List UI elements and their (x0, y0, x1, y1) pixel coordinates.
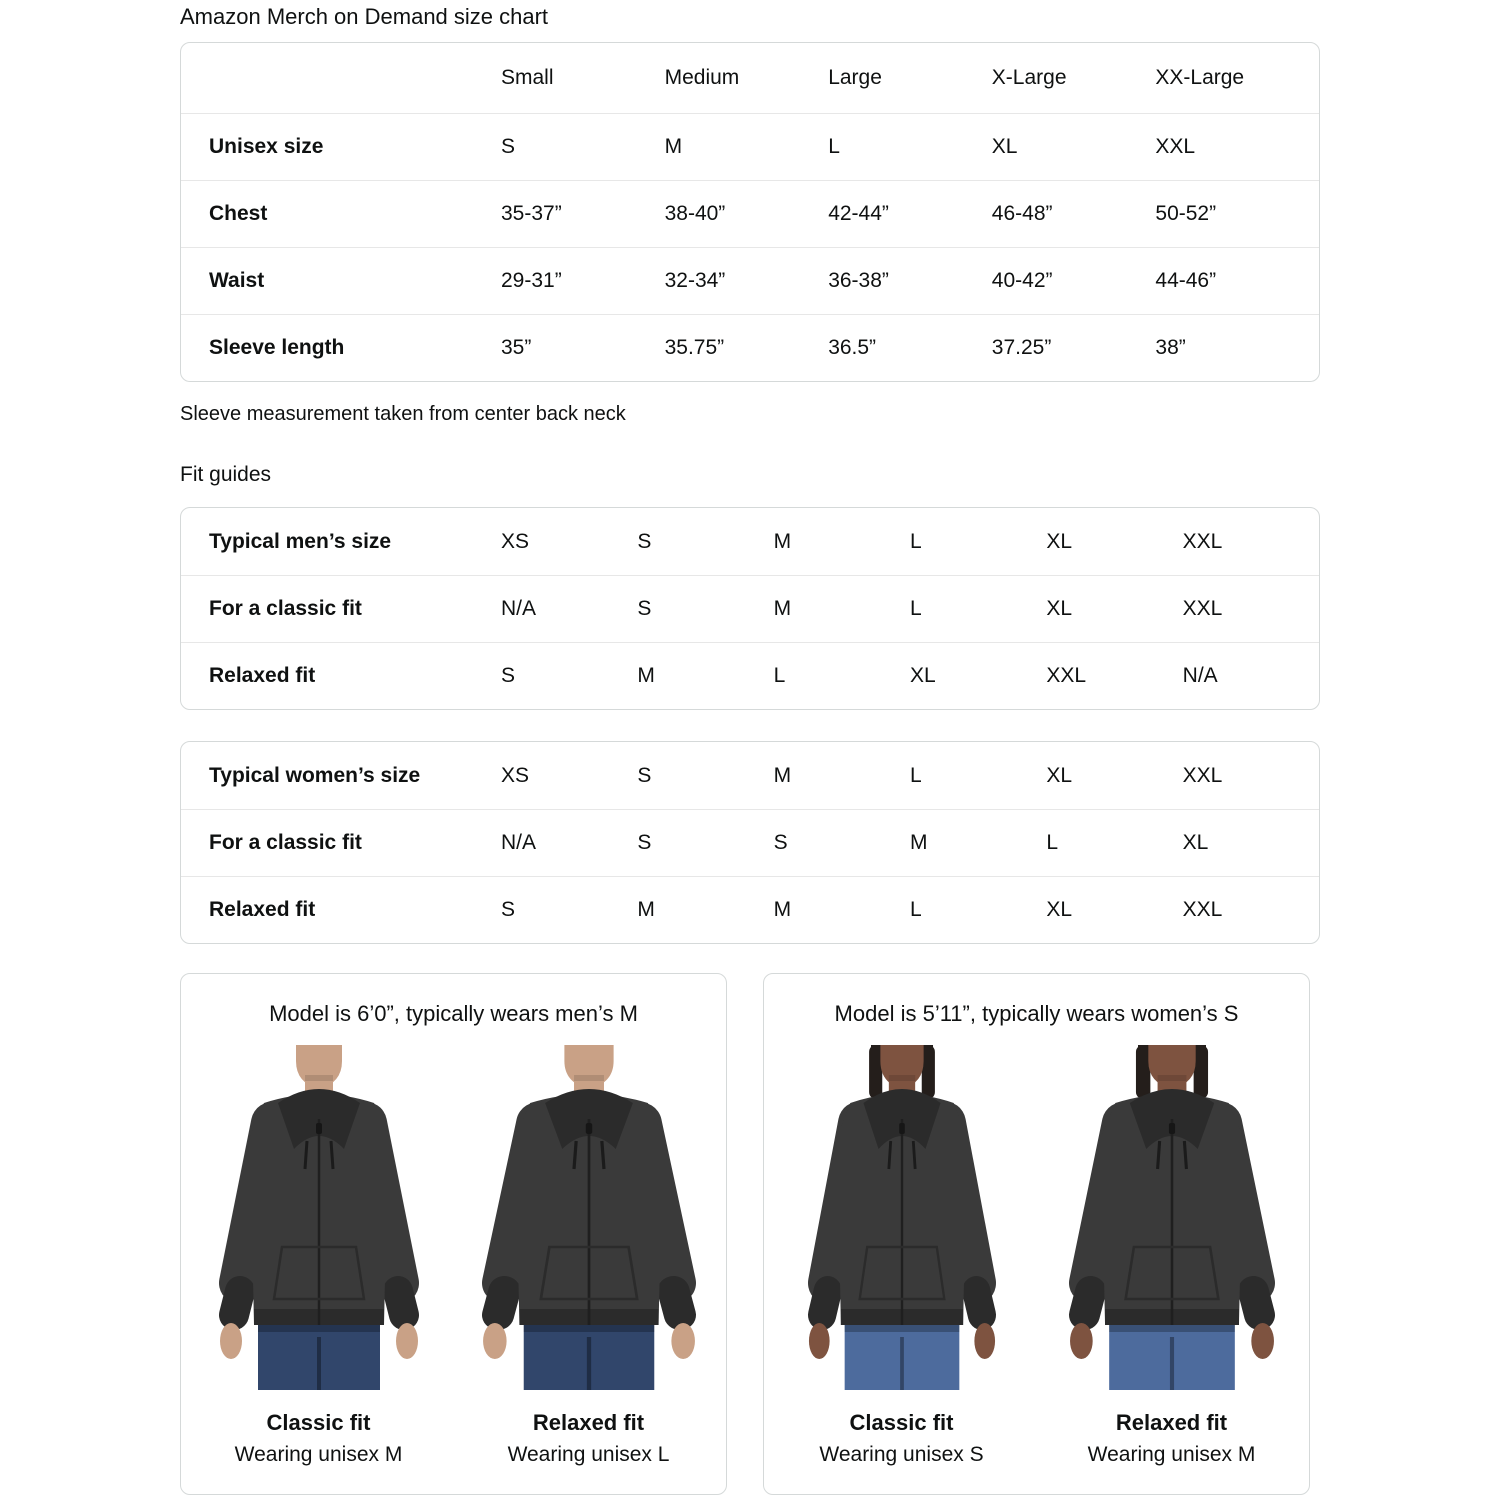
table-cell: M (664, 135, 683, 158)
table-cell: 44-46” (1155, 269, 1217, 292)
size-chart-table (180, 42, 1320, 382)
table-cell: L (909, 529, 922, 553)
model-photo-men-classic-fit (194, 1045, 444, 1390)
model-column-classic (194, 1045, 444, 1467)
row-label: For a classic fit (209, 831, 362, 854)
row-label: Typical women’s size (209, 763, 421, 787)
row-label: Sleeve length (209, 336, 345, 359)
table-cell: S (501, 664, 516, 687)
model-caption (194, 1410, 444, 1467)
table-cell: XXL (1155, 135, 1196, 158)
row-label: Unisex size (209, 135, 324, 158)
table-cell: XL (1182, 831, 1209, 854)
wearing-label: Wearing unisex S (819, 1443, 984, 1466)
table-row-relaxed-fit (181, 642, 1319, 709)
column-header-large: Large (828, 66, 882, 89)
table-cell: XXL (1182, 529, 1223, 553)
table-cell: XXL (1182, 763, 1223, 787)
table-cell: XL (1046, 763, 1073, 787)
column-header-x-large: X-Large (991, 66, 1067, 89)
hoodie-model-illustration (194, 1045, 444, 1390)
table-cell: XL (1046, 529, 1073, 553)
table-cell: XS (501, 529, 530, 553)
table-cell: L (909, 597, 922, 620)
column-header-xx-large: XX-Large (1155, 66, 1245, 89)
column-header-small: Small (501, 66, 554, 89)
table-cell: XL (991, 135, 1018, 158)
table-cell: N/A (501, 831, 537, 854)
table-cell: XXL (1182, 597, 1223, 620)
hoodie-model-illustration (464, 1045, 714, 1390)
column-header-medium: Medium (664, 66, 740, 89)
table-cell: S (501, 135, 516, 158)
fit-label: Relaxed fit (1115, 1410, 1228, 1435)
table-cell: 40-42” (991, 269, 1053, 292)
fit-guides-heading: Fit guides (180, 463, 272, 486)
table-cell: L (828, 135, 840, 158)
table-cell: M (773, 763, 792, 787)
fit-label: Relaxed fit (532, 1410, 645, 1435)
model-photo-women-classic-fit (777, 1045, 1027, 1390)
table-row-sleeve-length (181, 314, 1319, 381)
table-cell: S (637, 831, 652, 854)
table-cell: L (909, 763, 922, 787)
table-cell: L (909, 898, 922, 921)
table-cell: L (1046, 831, 1059, 854)
size-chart-page (180, 0, 1320, 1495)
model-photo-women-relaxed-fit (1047, 1045, 1297, 1390)
model-column-relaxed (464, 1045, 714, 1467)
model-cards (180, 973, 1320, 1495)
wearing-label: Wearing unisex M (234, 1443, 403, 1466)
table-cell: XXL (1046, 664, 1087, 687)
table-cell: 37.25” (991, 336, 1052, 359)
table-cell: M (637, 898, 655, 921)
model-caption (777, 1410, 1027, 1467)
table-cell: 38-40” (664, 202, 726, 225)
table-cell: S (773, 831, 788, 854)
table-cell: M (909, 831, 928, 854)
table-row-typical-mens-size (181, 508, 1319, 575)
table-cell: 42-44” (828, 202, 889, 225)
model-photos-row (181, 1045, 726, 1467)
table-row-chest (181, 180, 1319, 247)
row-label: Waist (209, 269, 265, 292)
table-cell: S (637, 529, 652, 553)
row-label: Relaxed fit (209, 664, 316, 687)
table-cell: XS (501, 763, 530, 787)
table-cell: N/A (1182, 664, 1218, 687)
table-cell: 36.5” (828, 336, 877, 359)
table-cell: M (773, 529, 792, 553)
table-cell: S (501, 898, 516, 921)
table-cell: 50-52” (1155, 202, 1217, 225)
table-row-unisex-size (181, 113, 1319, 180)
model-card-women (763, 973, 1310, 1495)
model-card-title: Model is 5’11”, typically wears women’s S (834, 1001, 1239, 1026)
table-row-classic-fit (181, 575, 1319, 642)
table-cell: M (773, 597, 792, 620)
table-cell: 46-48” (991, 202, 1053, 225)
row-label: Typical men’s size (209, 529, 392, 553)
model-photo-men-relaxed-fit (464, 1045, 714, 1390)
table-cell: S (637, 597, 652, 620)
table-row-waist (181, 247, 1319, 314)
table-cell: 35” (501, 336, 532, 359)
model-caption (464, 1410, 714, 1467)
table-cell: XL (1046, 597, 1073, 620)
table-cell: XXL (1182, 898, 1223, 921)
row-label: Chest (209, 202, 268, 225)
row-label: For a classic fit (209, 597, 362, 620)
table-cell: M (637, 664, 655, 687)
table-cell: XL (1046, 898, 1073, 921)
table-cell: 36-38” (828, 269, 889, 292)
fit-guide-women-table (180, 741, 1320, 944)
model-column-relaxed (1047, 1045, 1297, 1467)
page-title: Amazon Merch on Demand size chart (180, 4, 549, 29)
table-cell: N/A (501, 597, 537, 620)
table-cell: S (637, 763, 652, 787)
table-cell: L (773, 664, 786, 687)
table-cell: 35-37” (501, 202, 562, 225)
fit-guide-men-table (180, 507, 1320, 710)
size-chart-header-row (181, 43, 1319, 113)
table-cell: 32-34” (664, 269, 726, 292)
wearing-label: Wearing unisex M (1087, 1443, 1256, 1466)
model-caption (1047, 1410, 1297, 1467)
table-row-classic-fit (181, 809, 1319, 876)
model-column-classic (777, 1045, 1027, 1467)
model-card-title: Model is 6’0”, typically wears men’s M (269, 1001, 638, 1026)
fit-label: Classic fit (266, 1410, 371, 1435)
row-label: Relaxed fit (209, 898, 316, 921)
fit-label: Classic fit (849, 1410, 954, 1435)
model-card-men (180, 973, 727, 1495)
model-photos-row (764, 1045, 1309, 1467)
sleeve-measurement-note: Sleeve measurement taken from center back neck (180, 403, 626, 425)
table-cell: 29-31” (501, 269, 562, 292)
table-row-typical-womens-size (181, 742, 1319, 809)
table-cell: 38” (1155, 336, 1186, 359)
wearing-label: Wearing unisex L (507, 1443, 670, 1466)
table-cell: 35.75” (664, 336, 725, 359)
hoodie-model-illustration (1047, 1045, 1297, 1390)
hoodie-model-illustration (784, 1045, 1019, 1390)
table-cell: XL (909, 664, 936, 687)
table-row-relaxed-fit (181, 876, 1319, 943)
table-cell: M (773, 898, 792, 921)
